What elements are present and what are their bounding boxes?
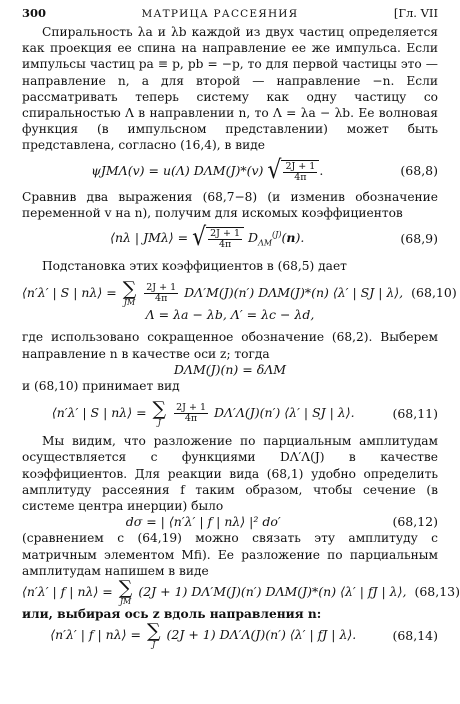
paragraph-5: и (68,10) принимает вид [22, 378, 180, 393]
paragraph-6: Мы видим, что разложение по парциальным амплитудам осуществляется с функциями DΛ′Λ(J) в качестве коэффициентов. Для реакции вида (68,1) удобно определить амплитуду рассеяния f таким образом, чтобы сечение (в системе центра инерции) было [22, 434, 438, 513]
equation-number: (68,8) [400, 163, 438, 179]
equation-68-12: dσ = | ⟨n′λ′ | f | nλ⟩ |² do′ (68,12) [125, 514, 438, 530]
equation-68-14: ⟨n′λ′ | f | nλ⟩ = ∑ J (2J + 1) DΛ′Λ(J)(n′) ⟨λ′ | fJ | λ⟩. (68,14) [50, 620, 438, 650]
equation-axis-choice: DΛM(J)(n) = δΛM [173, 361, 287, 377]
equation-number: (68,13) [414, 584, 460, 600]
equation-number: (68,12) [392, 514, 438, 530]
equation-number: (68,10) [411, 285, 457, 301]
equation-68-13: ⟨n′λ′ | f | nλ⟩ = ∑ JM (2J + 1) DΛ′M(J)(n′) DΛM(J)*(n) ⟨λ′ | fJ | λ⟩, (68,13) [22, 576, 460, 606]
equation-number: (68,9) [400, 231, 438, 247]
paragraph-4: где использовано сокращенное обозначение (68,2). Выберем направление n в качестве оси z; тогда [22, 330, 438, 361]
running-title: МАТРИЦА РАССЕЯНИЯ [141, 8, 299, 20]
equation-68-8-lhs: ψJMΛ(v) = u(Λ) DΛM(J)*(v) [91, 162, 264, 178]
page-number: 300 [22, 6, 47, 20]
equation-68-10: ⟨n′λ′ | S | nλ⟩ = ∑ JM $\frac{2J + 1}{4\pi}$ DΛ′M(J)(n′) DΛM(J)*(n) ⟨λ′ | SJ | λ⟩, (68,10) [22, 278, 457, 308]
page-header [22, 6, 438, 24]
paragraph-3: Подстановка этих коэффициентов в (68,5) дает [42, 258, 347, 273]
chapter-label: [Гл. VII [393, 6, 438, 20]
paragraph-1: Спиральность λa и λb каждой из двух частиц определяется как проекция ее спина на направление ее же импульса. Если импульсы частиц pa ≡ p, pb = −p, то для первой частицы это — направление n, а для второй — направление −n. Если рассматривать теперь систему как одну частицу со спиральностью Λ в направлении n, то Λ = λa − λb. Ее волновая функция (в импульсном представлении) может быть представлена, согласно (16,4), в виде [22, 25, 438, 153]
equation-68-9: ⟨nλ | JMλ⟩ = √ $\frac{2J + 1}{4\pi}$ $D_{\Lambda M}^{(J)}(n)$. (68,9) [110, 223, 438, 252]
sqrt-symbol: √ $\frac{2J + 1}{4\pi}$ [267, 160, 319, 183]
paragraph-8: или, выбирая ось z вдоль направления n: [22, 606, 322, 621]
paragraph-7: (сравнением с (64,19) можно связать эту амплитуду с матричным элементом Mfi). Ее разложение по парциальным амплитудам напишем в виде [22, 531, 438, 578]
sum-symbol: ∑ JM [122, 278, 137, 308]
paragraph-2: Сравнив два выражения (68,7−8) (и изменив обозначение переменной v на n), получим для искомых коэффициентов [22, 189, 438, 220]
equation-68-8: ψJMΛ(v) = u(Λ) DΛM(J)*(v) √ $\frac{2J + 1}{4\pi}$ . (68,8) [91, 155, 438, 185]
equation-number: (68,14) [392, 627, 438, 643]
equation-number: (68,11) [392, 405, 438, 421]
equation-68-11: ⟨n′λ′ | S | nλ⟩ = ∑ J $\frac{2J + 1}{4\pi}$ DΛ′Λ(J)(n′) ⟨λ′ | SJ | λ⟩. (68,11) [51, 398, 438, 428]
equation-68-10-definitions: Λ = λa − λb, Λ′ = λc − λd, [145, 307, 315, 323]
